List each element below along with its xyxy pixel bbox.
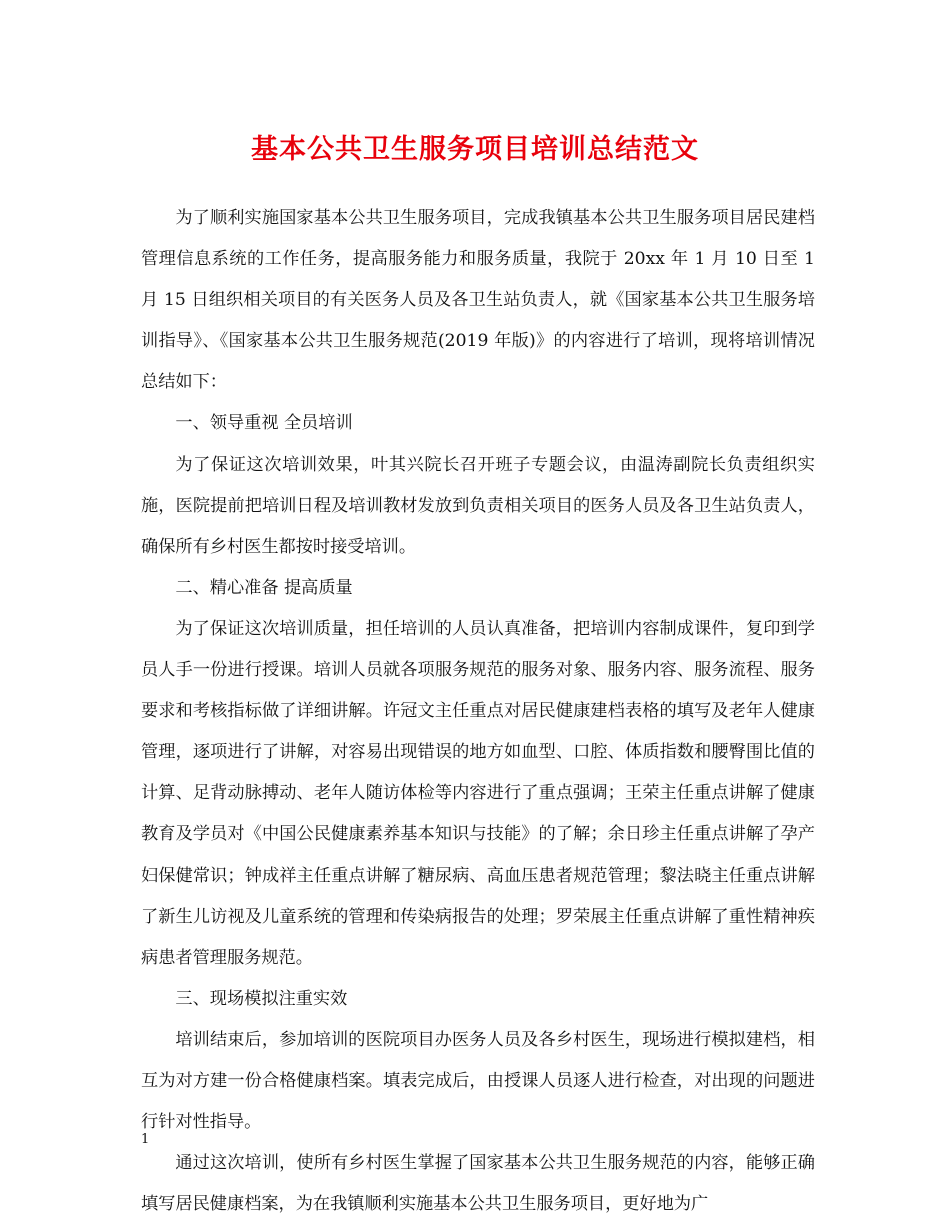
document-body	[141, 198, 815, 1225]
section-paragraph-1: 为了保证这次培训效果，叶其兴院长召开班子专题会议，由温涛副院长负责组织实施，医院提前把培训日程及培训教材发放到负责相关项目的医务人员及各卫生站负责人，确保所有乡村医生都按时接受培训。	[141, 454, 815, 557]
intro-paragraph: 为了顺利实施国家基本公共卫生服务项目，完成我镇基本公共卫生服务项目居民建档管理信息系统的工作任务，提高服务能力和服务质量，我院于 20xx 年 1 月 10 日至 1 月 15 日组织相关项目的有关医务人员及各卫生站负责人，就《国家基本公共卫生服务培训指导》、《国家基本公共卫生服务规范(2019 年版)》的内容进行了培训，现将培训情况总结如下：	[141, 208, 815, 393]
section-heading-2: 二、精心准备 提高质量	[175, 577, 353, 598]
section-heading-1: 一、领导重视 全员培训	[175, 413, 353, 434]
document-title: 基本公共卫生服务项目培训总结范文	[251, 134, 699, 165]
section-paragraph-3: 培训结束后，参加培训的医院项目办医务人员及各乡村医生，现场进行模拟建档，相互为对方建一份合格健康档案。填表完成后，由授课人员逐人进行检查，对出现的问题进行针对性指导。	[141, 1029, 815, 1133]
closing-paragraph: 通过这次培训，使所有乡村医生掌握了国家基本公共卫生服务规范的内容，能够正确填写居民健康档案，为在我镇顺利实施基本公共卫生服务项目，更好地为广	[141, 1153, 815, 1215]
page-number: 1	[141, 1132, 150, 1147]
section-paragraph-2: 为了保证这次培训质量，担任培训的人员认真准备，把培训内容制成课件，复印到学员人手一份进行授课。培训人员就各项服务规范的服务对象、服务内容、服务流程、服务要求和考核指标做了详细讲解。许冠文主任重点对居民健康建档表格的填写及老年人健康管理，逐项进行了讲解，对容易出现错误的地方如血型、口腔、体质指数和腰臀围比值的计算、足背动脉搏动、老年人随访体检等内容进行了重点强调；王荣主任重点讲解了健康教育及学员对《中国公民健康素养基本知识与技能》的了解；余日珍主任重点讲解了孕产妇保健常识；钟成祥主任重点讲解了糖尿病、高血压患者规范管理；黎法晓主任重点讲解了新生儿访视及儿童系统的管理和传染病报告的处理；罗荣展主任重点讲解了重性精神疾病患者管理服务规范。	[141, 618, 815, 968]
section-heading-3: 三、现场模拟注重实效	[175, 988, 348, 1009]
